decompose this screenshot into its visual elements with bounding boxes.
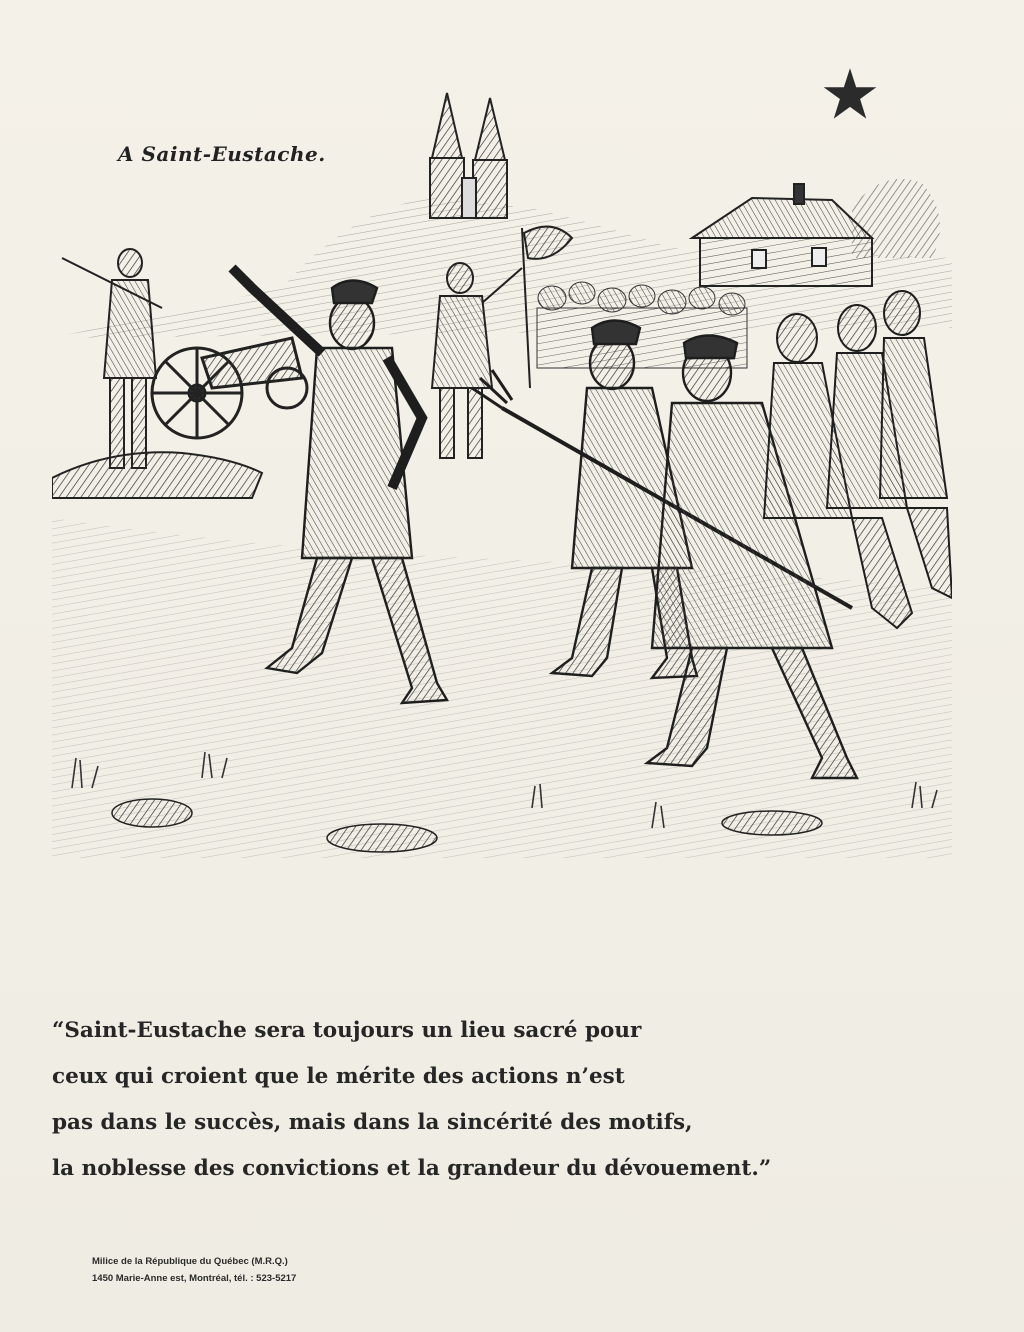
publisher-name: Milice de la République du Québec (M.R.Q.) bbox=[92, 1256, 288, 1267]
illustration-caption: A Saint-Eustache. bbox=[118, 142, 326, 166]
publisher-address: 1450 Marie-Anne est, Montréal, tél. : 523-5217 bbox=[92, 1273, 297, 1284]
quote-line: la noblesse des convictions et la grandeur du dévouement.” bbox=[52, 1156, 772, 1181]
battle-illustration bbox=[52, 88, 952, 858]
quote-line: ceux qui croient que le mérite des actions n’est bbox=[52, 1064, 625, 1089]
quote-block bbox=[52, 1008, 952, 1192]
quote-line: pas dans le succès, mais dans la sincérité des motifs, bbox=[52, 1110, 693, 1135]
quote-line: “Saint-Eustache sera toujours un lieu sacré pour bbox=[52, 1018, 642, 1043]
publisher-footer bbox=[92, 1253, 296, 1287]
